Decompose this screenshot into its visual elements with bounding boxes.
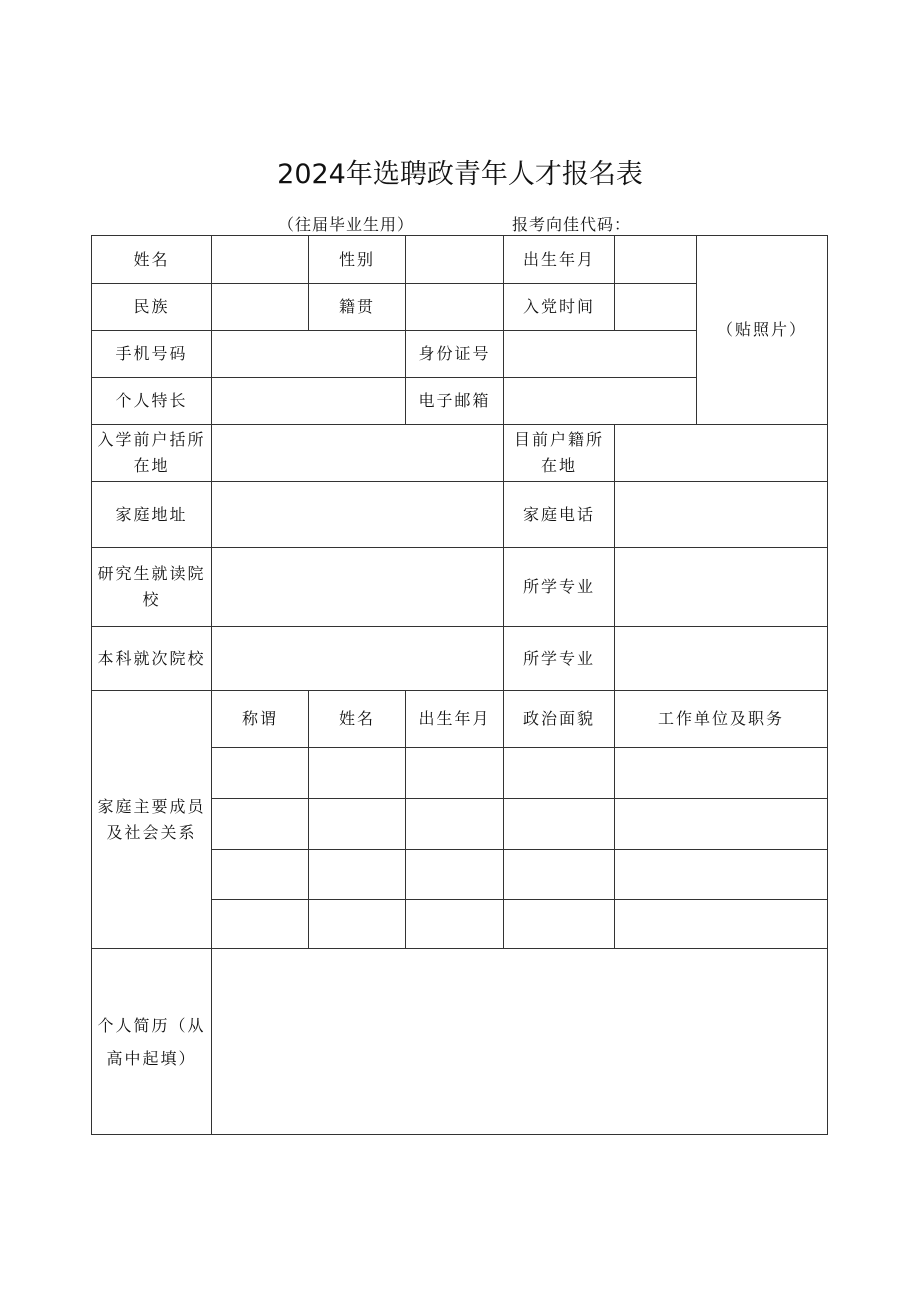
family-cell[interactable] bbox=[405, 798, 504, 850]
family-cell[interactable] bbox=[405, 747, 504, 799]
home-phone-label: 家庭电话 bbox=[503, 481, 615, 548]
pre-hukou-field[interactable] bbox=[211, 424, 504, 482]
email-label: 电子邮箱 bbox=[405, 377, 504, 425]
id-number-label: 身份证号 bbox=[405, 330, 504, 378]
family-cell[interactable] bbox=[405, 899, 504, 949]
gender-field[interactable] bbox=[405, 235, 504, 284]
family-cell[interactable] bbox=[503, 899, 615, 949]
form-title: 2024年选聘政青年人才报名表 bbox=[277, 159, 643, 190]
ethnicity-field[interactable] bbox=[211, 283, 309, 331]
family-header-relation: 称谓 bbox=[211, 690, 309, 748]
graduate-type-note: （往届毕业生用） bbox=[278, 215, 415, 234]
family-header-employer: 工作单位及职务 bbox=[614, 690, 828, 748]
native-place-label: 籍贯 bbox=[308, 283, 406, 331]
family-cell[interactable] bbox=[503, 747, 615, 799]
phone-label: 手机号码 bbox=[91, 330, 212, 378]
family-cell[interactable] bbox=[211, 849, 309, 900]
party-date-label: 入党时间 bbox=[503, 283, 615, 331]
resume-field[interactable] bbox=[211, 948, 828, 1135]
current-hukou-label: 目前户籍所在地 bbox=[503, 424, 615, 482]
pre-hukou-label: 入学前户括所在地 bbox=[91, 424, 212, 482]
id-number-field[interactable] bbox=[503, 330, 697, 378]
position-code-label: 报考向佳代码： bbox=[512, 215, 632, 234]
home-phone-field[interactable] bbox=[614, 481, 828, 548]
home-address-label: 家庭地址 bbox=[91, 481, 212, 548]
undergrad-school-field[interactable] bbox=[211, 626, 504, 691]
family-header-political: 政治面貌 bbox=[503, 690, 615, 748]
undergrad-major-field[interactable] bbox=[614, 626, 828, 691]
grad-major-field[interactable] bbox=[614, 547, 828, 627]
native-place-field[interactable] bbox=[405, 283, 504, 331]
name-label: 姓名 bbox=[91, 235, 212, 284]
specialty-label: 个人特长 bbox=[91, 377, 212, 425]
undergrad-school-label: 本科就次院校 bbox=[91, 626, 212, 691]
gender-label: 性别 bbox=[308, 235, 406, 284]
family-cell[interactable] bbox=[614, 849, 828, 900]
family-label: 家庭主要成员及社会关系 bbox=[91, 690, 212, 949]
family-cell[interactable] bbox=[308, 899, 406, 949]
birth-field[interactable] bbox=[614, 235, 697, 284]
family-header-name: 姓名 bbox=[308, 690, 406, 748]
family-cell[interactable] bbox=[614, 899, 828, 949]
email-field[interactable] bbox=[503, 377, 697, 425]
resume-label: 个人简历（从高中起填） bbox=[91, 948, 212, 1135]
family-cell[interactable] bbox=[405, 849, 504, 900]
grad-school-label: 研究生就读院校 bbox=[91, 547, 212, 627]
family-cell[interactable] bbox=[308, 849, 406, 900]
photo-box[interactable]: （贴照片） bbox=[696, 235, 828, 425]
family-cell[interactable] bbox=[503, 798, 615, 850]
phone-field[interactable] bbox=[211, 330, 406, 378]
family-cell[interactable] bbox=[308, 798, 406, 850]
name-field[interactable] bbox=[211, 235, 309, 284]
ethnicity-label: 民族 bbox=[91, 283, 212, 331]
family-cell[interactable] bbox=[211, 747, 309, 799]
grad-major-label: 所学专业 bbox=[503, 547, 615, 627]
family-cell[interactable] bbox=[503, 849, 615, 900]
family-cell[interactable] bbox=[614, 747, 828, 799]
home-address-field[interactable] bbox=[211, 481, 504, 548]
family-cell[interactable] bbox=[211, 798, 309, 850]
birth-label: 出生年月 bbox=[503, 235, 615, 284]
family-cell[interactable] bbox=[308, 747, 406, 799]
grad-school-field[interactable] bbox=[211, 547, 504, 627]
family-header-birth: 出生年月 bbox=[405, 690, 504, 748]
specialty-field[interactable] bbox=[211, 377, 406, 425]
current-hukou-field[interactable] bbox=[614, 424, 828, 482]
family-cell[interactable] bbox=[211, 899, 309, 949]
party-date-field[interactable] bbox=[614, 283, 697, 331]
undergrad-major-label: 所学专业 bbox=[503, 626, 615, 691]
family-cell[interactable] bbox=[614, 798, 828, 850]
